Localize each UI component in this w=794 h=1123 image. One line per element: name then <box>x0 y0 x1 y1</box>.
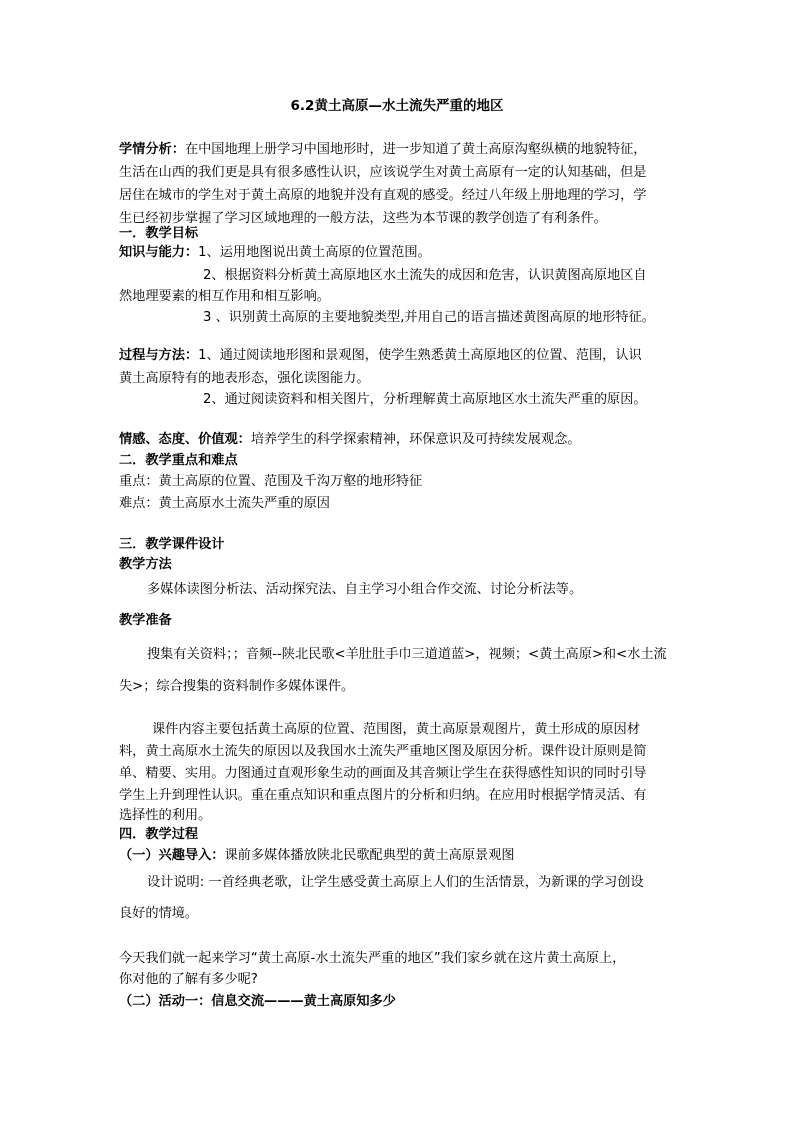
guocheng-label: 过程与方法： <box>119 348 199 363</box>
zhishi-item-1: 1、运用地图说出黄土高原的位置范围。 <box>198 245 431 260</box>
xueqing-line-3: 居住在城市的学生对于黄土高原的地貌并没有直观的感受。经过八年级上册地理的学习，学 <box>119 188 647 203</box>
zhishi-line-1 <box>119 243 679 262</box>
step1-label: （一）兴趣导入： <box>119 848 225 863</box>
kejian-line-1: 课件内容主要包括黄土高原的位置、范围图，黄土高原景观图片，黄土形成的原因材 <box>152 722 640 737</box>
zhunbei-line-2: 失>；综合搜集的资料制作多媒体课件。 <box>119 679 355 694</box>
zhongdian-line: 重点：黄土高原的位置、范围及千沟万壑的地形特征 <box>119 474 423 489</box>
section-heading-3: 三．教学课件设计 <box>119 537 225 552</box>
kejian-line-3: 单、精要、实用。力图通过直观形象生动的画面及其音频让学生在获得感性知识的同时引导 <box>119 766 647 781</box>
kejian-line-5: 选择性的利用。 <box>119 808 212 823</box>
section-heading-1: 一．教学目标 <box>119 226 199 241</box>
section-heading-2: 二．教学重点和难点 <box>119 453 238 468</box>
zhunbei-heading: 教学准备 <box>119 613 172 628</box>
shuoming-line-1: 设计说明: 一首经典老歌，让学生感受黄土高原上人们的生活情景，为新课的学习创设 <box>147 875 644 890</box>
step1-text: 课前多媒体播放陕北民歌配典型的黄土高原景观图 <box>224 848 515 863</box>
xueqing-line-1 <box>119 140 679 159</box>
xueqing-label: 学情分析： <box>119 142 185 157</box>
qinggan-label: 情感、态度、价值观： <box>119 432 251 447</box>
guocheng-line-1 <box>119 346 679 365</box>
jintian-line-2: 你对他的了解有多少呢? <box>119 972 258 987</box>
guocheng-item-1b: 黄土高原特有的地表形态，强化读图能力。 <box>119 371 370 386</box>
document-title: 6.2黄土高原—水土流失严重的地区 <box>290 98 504 114</box>
fangfa-text: 多媒体读图分析法、活动探究法、自主学习小组合作交流、讨论分析法等。 <box>147 582 583 597</box>
step1-line <box>119 846 679 865</box>
zhishi-item-3: 3 、识别黄土高原的主要地貌类型,并用自己的语言描述黄图高原的地形特征。 <box>203 310 655 325</box>
step2-heading: （二）活动一：信息交流———黄土高原知多少 <box>119 994 396 1009</box>
zhishi-item-2b: 然地理要素的相互作用和相互影响。 <box>119 289 330 304</box>
fangfa-heading: 教学方法 <box>119 557 172 572</box>
kejian-line-2: 料，黄土高原水土流失的原因以及我国水土流失严重地区图及原因分析。课件设计原则是简 <box>119 744 647 759</box>
qinggan-text: 培养学生的科学探索精神，环保意识及可持续发展观念。 <box>250 432 581 447</box>
xueqing-line-4: 生已经初步掌握了学习区域地理的一般方法，这些为本节课的教学创造了有利条件。 <box>119 211 607 226</box>
shuoming-line-2: 良好的情境。 <box>119 906 199 921</box>
zhunbei-line-1: 搜集有关资料；；音频--陕北民歌<羊肚肚手巾三道道蓝>，视频；<黄土高原>和<水土流 <box>147 647 667 662</box>
xueqing-text-1: 在中国地理上册学习中国地形时，进一步知道了黄土高原沟壑纵横的地貌特征， <box>184 142 647 157</box>
nandian-line: 难点：黄土高原水土流失严重的原因 <box>119 496 330 511</box>
qinggan-line <box>119 430 679 449</box>
section-heading-4: 四．教学过程 <box>119 827 199 842</box>
zhishi-item-2a: 2、根据资料分析黄土高原地区水土流失的成因和危害，认识黄图高原地区自 <box>203 268 647 283</box>
jintian-line-1: 今天我们就一起来学习“黄土高原-水土流失严重的地区”我们家乡就在这片黄土高原上， <box>119 951 626 966</box>
zhishi-label: 知识与能力： <box>119 245 199 260</box>
xueqing-line-2: 生活在山西的我们更是具有很多感性认识，应该说学生对黄土高原有一定的认知基础，但是 <box>119 165 647 180</box>
kejian-line-4: 学生上升到理性认识。重在重点知识和重点图片的分析和归纳。在应用时根据学情灵活、有 <box>119 788 647 803</box>
guocheng-item-2: 2、通过阅读资料和相关图片，分析理解黄土高原地区水土流失严重的原因。 <box>203 392 647 407</box>
guocheng-item-1a: 1、通过阅读地形图和景观图，使学生熟悉黄土高原地区的位置、范围，认识 <box>198 348 642 363</box>
